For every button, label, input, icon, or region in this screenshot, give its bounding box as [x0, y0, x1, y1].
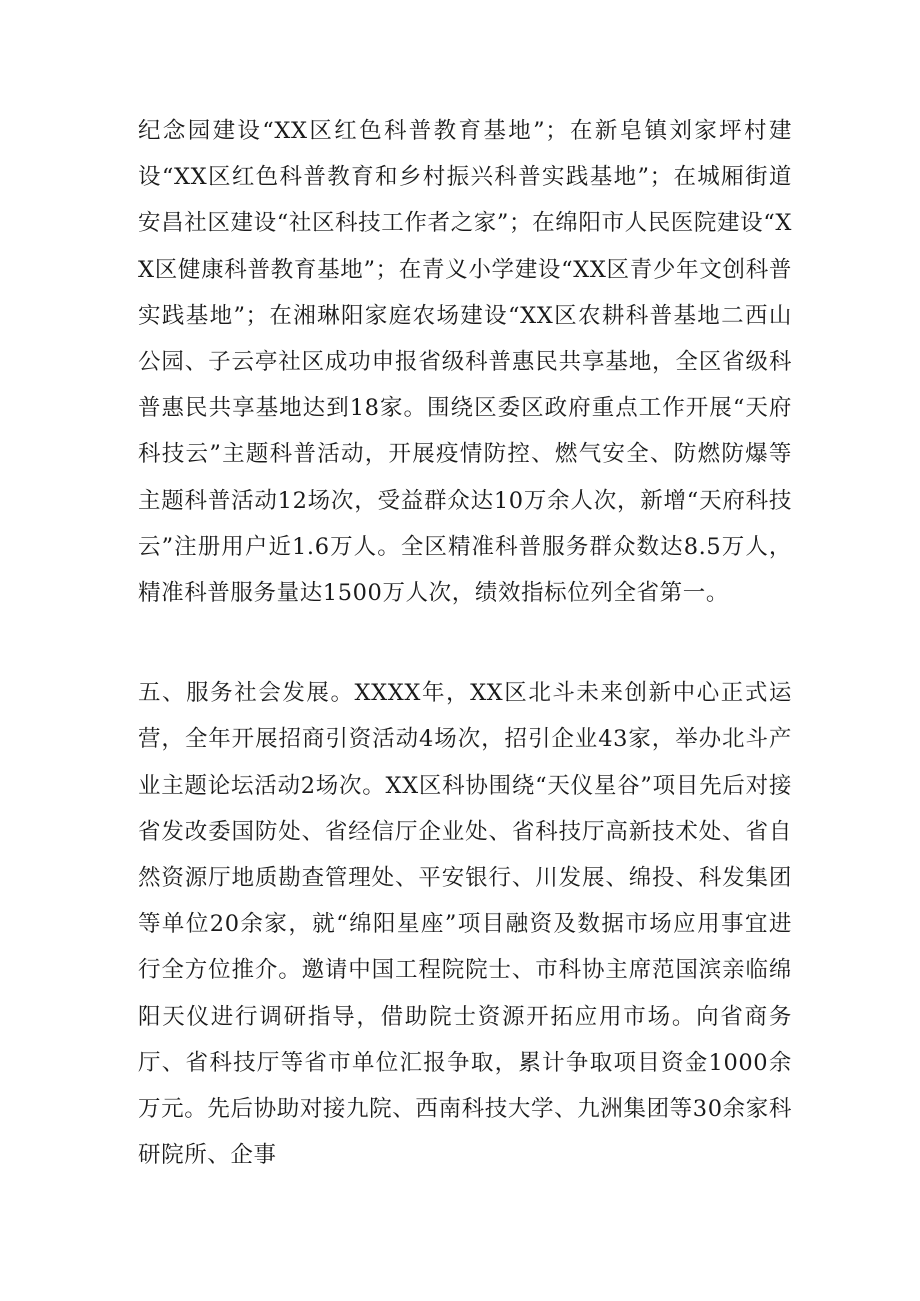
document-body — [138, 108, 792, 1178]
paragraph-science-bases: 纪念园建设“XX区红色科普教育基地”；在新皂镇刘家坪村建设“XX区红色科普教育和乡村振兴科普实践基地”；在城厢街道安昌社区建设“社区科技工作者之家”；在绵阳市人民医院建设“XX区健康科普教育基地”；在青义小学建设“XX区青少年文创科普实践基地”；在湘琳阳家庭农场建设“XX区农耕科普基地二西山公园、子云亭社区成功申报省级科普惠民共享基地，全区省级科普惠民共享基地达到18家。围绕区委区政府重点工作开展“天府科技云”主题科普活动，开展疫情防控、燃气安全、防燃防爆等主题科普活动12场次，受益群众达10万余人次，新增“天府科技云”注册用户近1.6万人。全区精准科普服务群众数达8.5万人，精准科普服务量达1500万人次，绩效指标位列全省第一。 — [138, 118, 792, 607]
paragraph-social-development: 五、服务社会发展。XXXX年，XX区北斗未来创新中心正式运营，全年开展招商引资活动4场次，招引企业43家，举办北斗产业主题论坛活动2场次。XX区科协围绕“天仪星谷”项目先后对接省发改委国防处、省经信厅企业处、省科技厅高新技术处、省自然资源厅地质勘查管理处、平安银行、川发展、绵投、科发集团等单位20余家，就“绵阳星座”项目融资及数据市场应用事宜进行全方位推介。邀请中国工程院院士、市科协主席范国滨亲临绵阳天仪进行调研指导，借助院士资源开拓应用市场。向省商务厅、省科技厅等省市单位汇报争取，累计争取项目资金1000余万元。先后协助对接九院、西南科技大学、九洲集团等30余家科研院所、企事 — [138, 680, 792, 1169]
